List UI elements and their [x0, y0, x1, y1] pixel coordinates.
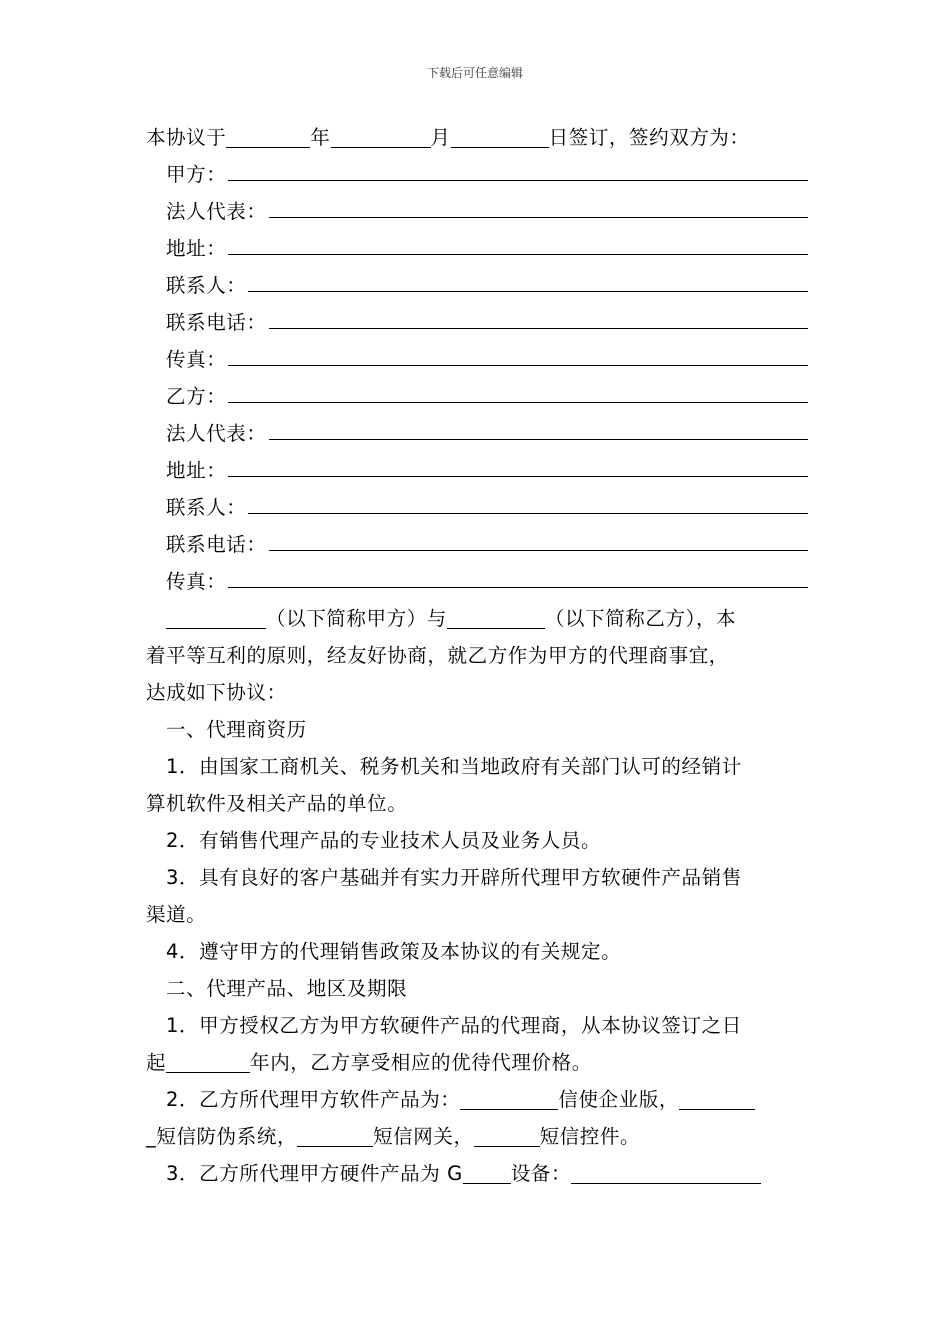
party-a-address-blank[interactable] [228, 230, 808, 255]
anti-fake-system-blank[interactable] [679, 1087, 755, 1110]
preamble-line-2: 着平等互利的原则，经友好协商，就乙方作为甲方的代理商事宜， [146, 644, 729, 667]
party-a-field: 甲方： [146, 156, 808, 193]
party-b-phone-field: 联系电话： [146, 526, 808, 563]
party-b-blank[interactable] [228, 378, 808, 403]
day-blank[interactable] [451, 125, 549, 148]
preamble-party-a-blank[interactable] [166, 606, 266, 629]
section-1-item-1-cont: 算机软件及相关产品的单位。 [146, 792, 408, 815]
party-b-contact-field: 联系人： [146, 489, 808, 526]
day-label: 日签订，签约双方为： [548, 126, 750, 149]
section-2-item-3: 3．乙方所代理甲方硬件产品为 G 设备： [146, 1155, 808, 1192]
intro-line [146, 119, 808, 156]
year-label: 年 [310, 126, 331, 149]
party-a-contact-blank[interactable] [248, 267, 808, 292]
party-a-fax-field: 传真： [146, 341, 808, 378]
section-1-title: 一、代理商资历 [166, 718, 307, 741]
section-2-item-1-cont: 起 年内，乙方享受相应的优待代理价格。 [146, 1051, 592, 1074]
preamble-party-b-blank[interactable] [447, 606, 545, 629]
page-header-note: 下载后可任意编辑 [426, 66, 523, 80]
section-1-item-2: 2．有销售代理产品的专业技术人员及业务人员。 [166, 829, 602, 852]
year-blank[interactable] [226, 125, 310, 148]
party-b-legal-rep-blank[interactable] [269, 415, 808, 440]
party-a-address-field: 地址： [146, 230, 808, 267]
sms-control-blank[interactable] [474, 1124, 540, 1147]
party-a-legal-rep-blank[interactable] [269, 193, 808, 218]
party-b-field: 乙方： [146, 378, 808, 415]
month-blank[interactable] [331, 125, 431, 148]
section-2-item-2-cont: _短信防伪系统， 短信网关， 短信控件。 [146, 1125, 641, 1148]
section-1-item-3: 3．具有良好的客户基础并有实力开辟所代理甲方软硬件产品销售 [166, 866, 742, 889]
agreement-body [146, 119, 808, 1192]
section-1-item-4: 4．遵守甲方的代理销售政策及本协议的有关规定。 [166, 940, 622, 963]
sms-gateway-blank[interactable] [297, 1124, 373, 1147]
party-a-blank[interactable] [228, 156, 808, 181]
section-2-title: 二、代理产品、地区及期限 [166, 977, 408, 1000]
g-device-blank[interactable] [463, 1161, 511, 1184]
party-a-legal-rep-field: 法人代表： [146, 193, 808, 230]
section-1-item-3-cont: 渠道。 [146, 903, 207, 926]
party-b-legal-rep-field: 法人代表： [146, 415, 808, 452]
party-b-fax-field: 传真： [146, 563, 808, 600]
party-a-contact-field: 联系人： [146, 267, 808, 304]
section-1-item-1: 1．由国家工商机关、税务机关和当地政府有关部门认可的经销计 [166, 755, 742, 778]
party-a-phone-field: 联系电话： [146, 304, 808, 341]
enterprise-edition-blank[interactable] [460, 1087, 558, 1110]
device-name-blank[interactable] [571, 1161, 761, 1184]
years-blank[interactable] [166, 1050, 250, 1073]
month-label: 月 [430, 126, 451, 149]
party-b-address-field: 地址： [146, 452, 808, 489]
party-a-phone-blank[interactable] [269, 304, 808, 329]
party-b-address-blank[interactable] [228, 452, 808, 477]
party-b-contact-blank[interactable] [248, 489, 808, 514]
section-2-item-2: 2．乙方所代理甲方软件产品为： 信使企业版， [146, 1081, 808, 1118]
party-b-phone-blank[interactable] [269, 526, 808, 551]
preamble-line-1: （以下简称甲方）与 （以下简称乙方），本 [146, 600, 808, 637]
party-b-fax-blank[interactable] [228, 563, 808, 588]
section-2-item-1: 1．甲方授权乙方为甲方软硬件产品的代理商，从本协议签订之日 [166, 1014, 742, 1037]
intro-text: 本协议于 [146, 126, 227, 149]
preamble-line-3: 达成如下协议： [146, 681, 287, 704]
party-a-fax-blank[interactable] [228, 341, 808, 366]
